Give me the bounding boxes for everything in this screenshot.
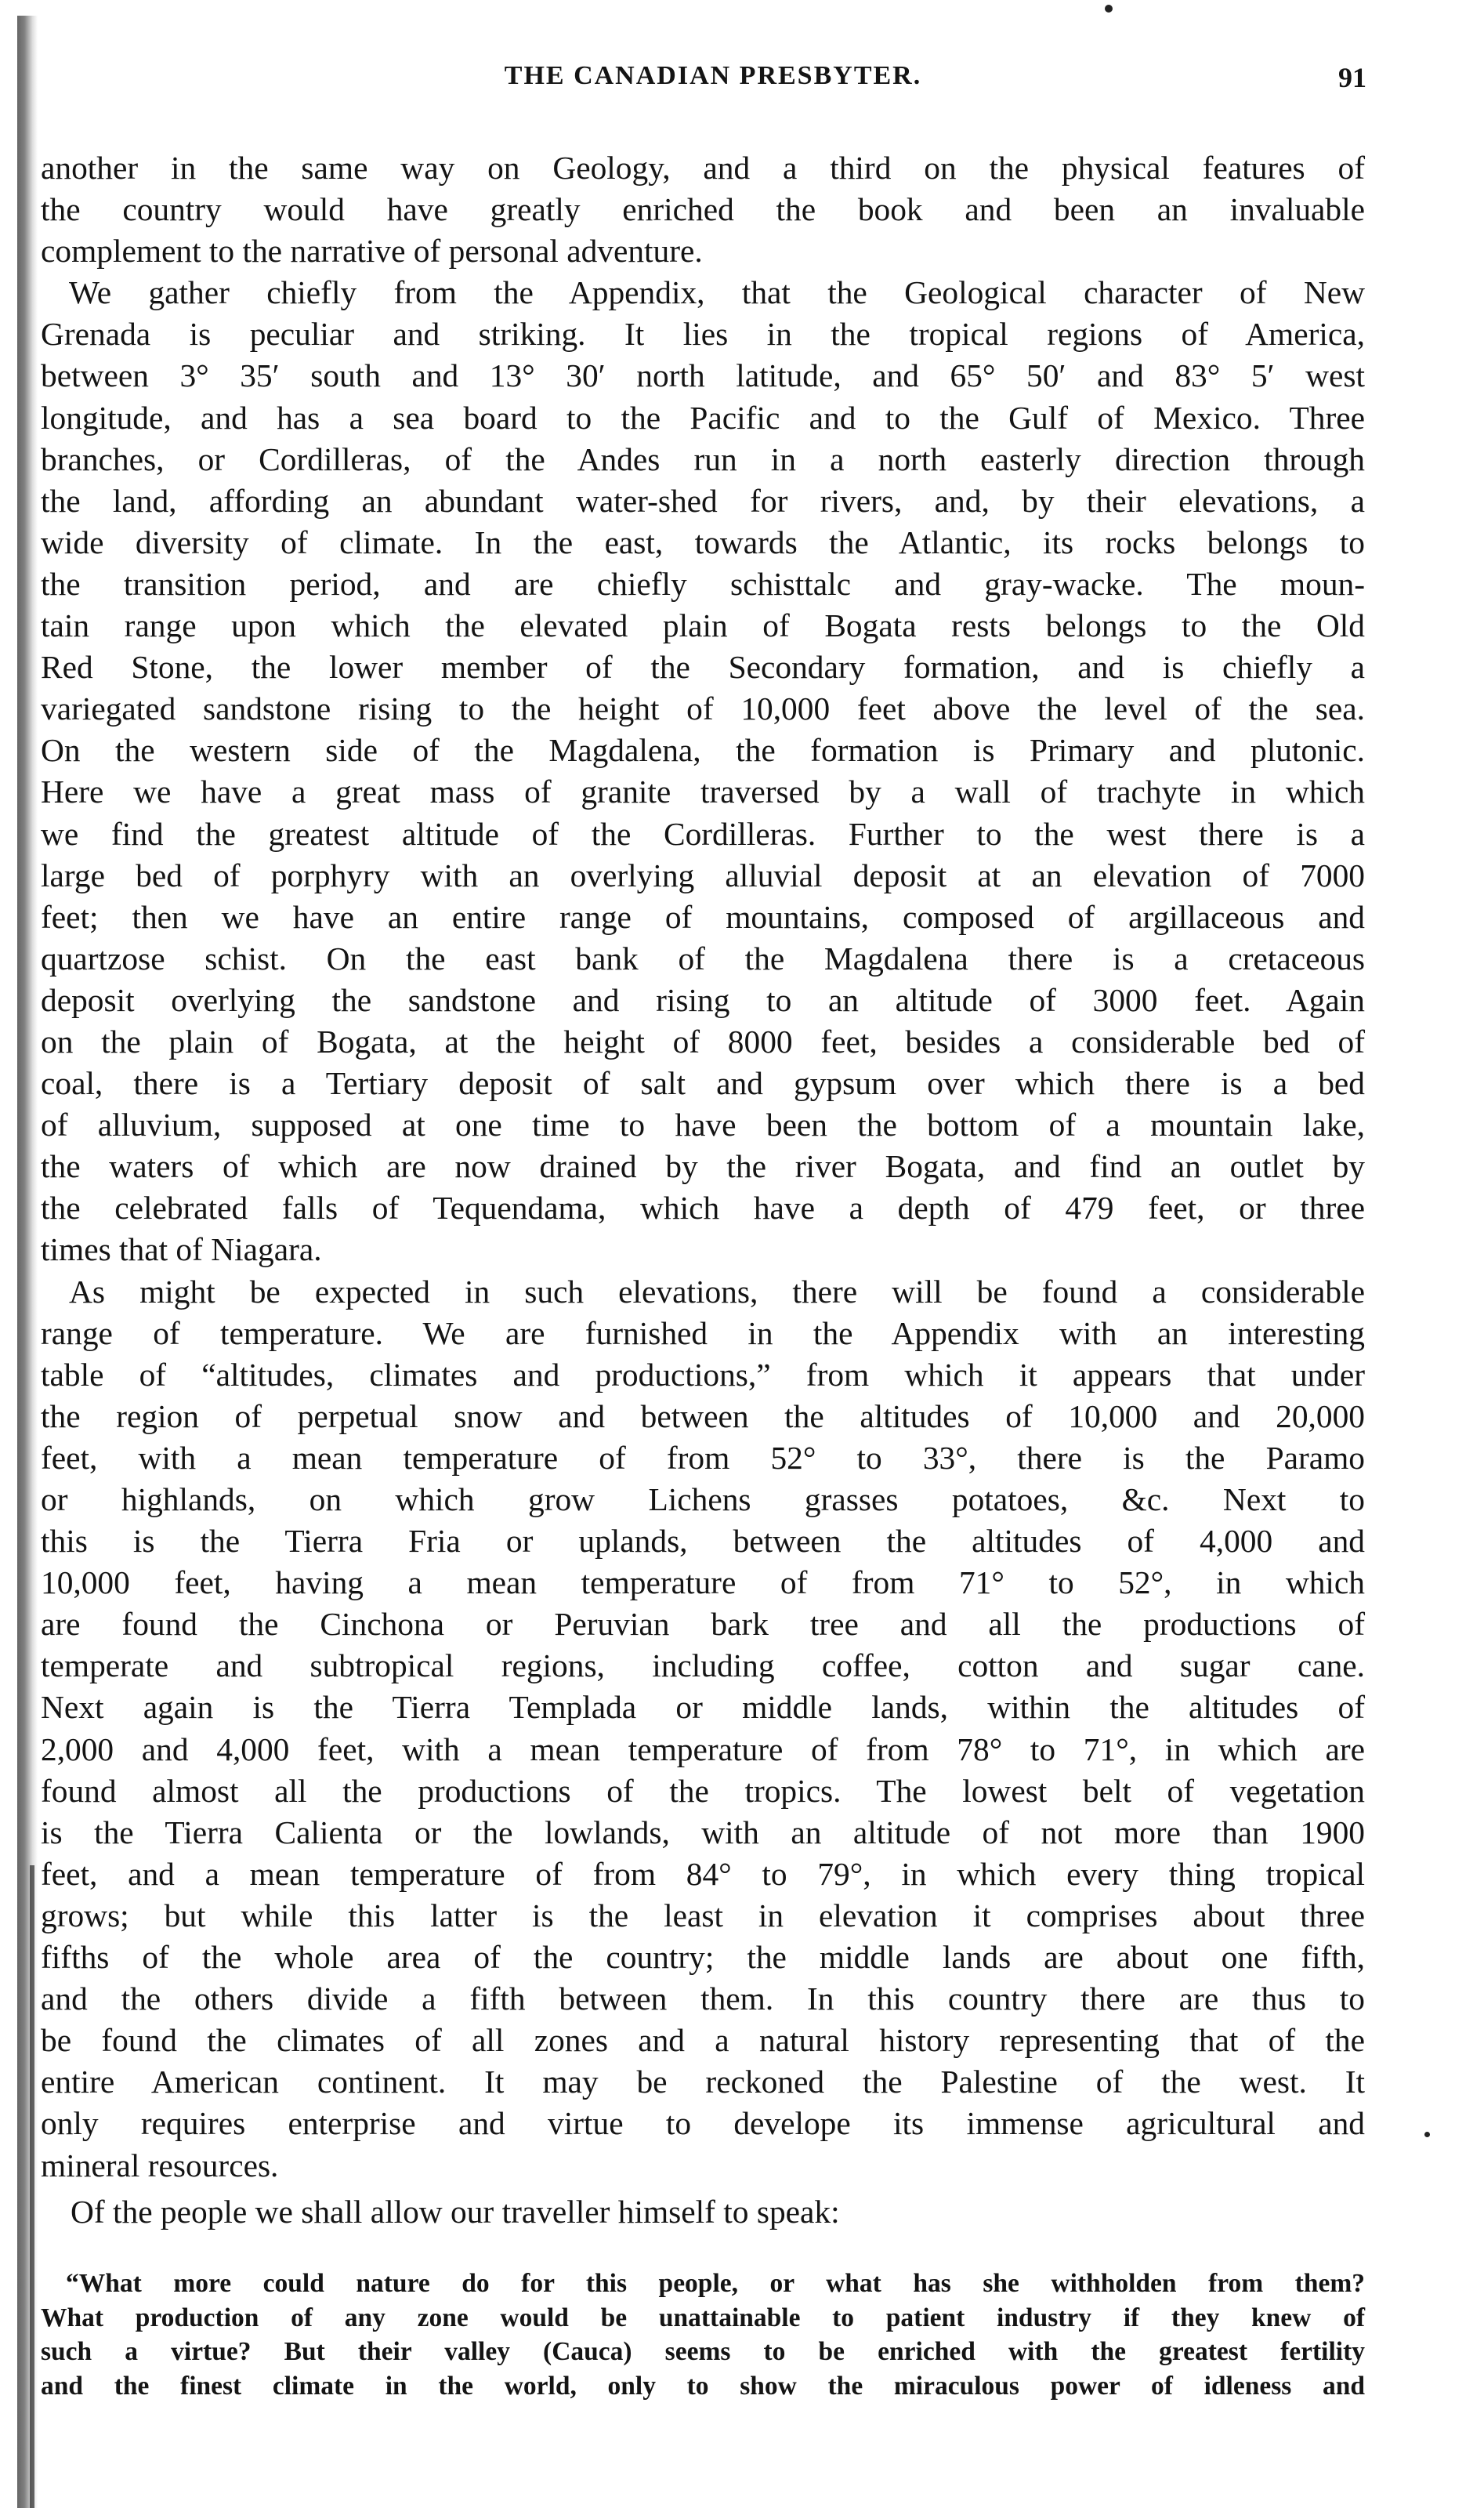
text-line: feet; then we have an entire range of mountains, composed of argillaceous and: [41, 898, 1365, 935]
quote-introduction: Of the people we shall allow our traveller himself to speak:: [71, 2194, 840, 2230]
text-line: mineral resources.: [41, 2147, 279, 2183]
text-line: Here we have a great mass of granite traversed by a wall of trachyte in which: [41, 774, 1365, 810]
text-line: the waters of which are now drained by the river Bogata, and find an outlet by: [41, 1148, 1365, 1185]
text-line: or highlands, on which grow Lichens grasses potatoes, &c. Next to: [41, 1481, 1365, 1517]
text-line: feet, with a mean temperature of from 52° to 33°, there is the Paramo: [41, 1439, 1365, 1476]
text-line: this is the Tierra Fria or uplands, between the altitudes of 4,000 and: [41, 1523, 1365, 1560]
text-line: branches, or Cordilleras, of the Andes run in a north easterly direction through: [41, 440, 1365, 477]
binding-shadow: [17, 16, 38, 2508]
text-line: Red Stone, the lower member of the Secondary formation, and is chiefly a: [41, 649, 1365, 686]
text-line: As might be expected in such elevations, there will be found a considerable: [69, 1273, 1365, 1310]
text-line: between 3° 35′ south and 13° 30′ north latitude, and 65° 50′ and 83° 5′ west: [41, 357, 1365, 394]
text-line: we find the greatest altitude of the Cordilleras. Further to the west there is a: [41, 815, 1365, 852]
text-line: deposit overlying the sandstone and rising to an altitude of 3000 feet. Again: [41, 981, 1365, 1018]
text-line: On the western side of the Magdalena, the formation is Primary and plutonic.: [41, 732, 1365, 769]
text-line: only requires enterprise and virtue to develope its immense agricultural and: [41, 2105, 1365, 2142]
block-quote: [41, 2267, 1365, 2403]
text-line: the region of perpetual snow and between the altitudes of 10,000 and 20,000: [41, 1397, 1365, 1434]
text-line: times that of Niagara.: [41, 1231, 322, 1268]
text-line: 2,000 and 4,000 feet, with a mean temperature of from 78° to 71°, in which are: [41, 1730, 1365, 1767]
text-line: feet, and a mean temperature of from 84° to 79°, in which every thing tropical: [41, 1855, 1365, 1892]
text-line: table of “altitudes, climates and productions,” from which it appears that under: [41, 1356, 1365, 1393]
paragraph: [41, 272, 1365, 1270]
text-line: found almost all the productions of the tropics. The lowest belt of vegetation: [41, 1772, 1365, 1809]
text-line: the land, affording an abundant water-shed for rivers, and, by their elevations, a: [41, 482, 1365, 519]
text-line: the celebrated falls of Tequendama, which have a depth of 479 feet, or three: [41, 1190, 1365, 1227]
text-line: temperate and subtropical regions, including coffee, cotton and sugar cane.: [41, 1647, 1365, 1684]
text-line: grows; but while this latter is the least in elevation it comprises about three: [41, 1897, 1365, 1933]
page-number: 91: [1338, 62, 1366, 93]
text-line: tain range upon which the elevated plain of Bogata rests belongs to the Old: [41, 607, 1365, 644]
ink-speck: [1105, 5, 1113, 13]
text-line: of alluvium, supposed at one time to have been the bottom of a mountain lake,: [41, 1107, 1365, 1143]
margin-dot: [1424, 2132, 1430, 2137]
text-line: and the others divide a fifth between them. In this country there are thus to: [41, 1980, 1365, 2017]
quote-line: What production of any zone would be unattainable to patient industry if they knew of: [41, 2303, 1365, 2332]
paragraph: [41, 1271, 1365, 2187]
text-line: coal, there is a Tertiary deposit of salt and gypsum over which there is a bed: [41, 1065, 1365, 1102]
text-line: is the Tierra Calienta or the lowlands, with an altitude of not more than 1900: [41, 1814, 1365, 1850]
text-line: are found the Cinchona or Peruvian bark tree and all the productions of: [41, 1606, 1365, 1643]
text-line: another in the same way on Geology, and a third on the physical features of: [41, 150, 1365, 186]
text-line: wide diversity of climate. In the east, towards the Atlantic, its rocks belongs to: [41, 524, 1365, 560]
text-line: Grenada is peculiar and striking. It lies in the tropical regions of America,: [41, 316, 1365, 353]
binding-shadow-dark: [30, 1865, 34, 2508]
paragraph: [41, 147, 1365, 272]
text-line: the country would have greatly enriched the book and been an invaluable: [41, 191, 1365, 228]
page-header: [0, 61, 1484, 108]
quote-line: such a virtue? But their valley (Cauca) seems to be enriched with the greatest fertility: [41, 2337, 1365, 2366]
text-line: Next again is the Tierra Templada or middle lands, within the altitudes of: [41, 1689, 1365, 1726]
text-line: quartzose schist. On the east bank of the Magdalena there is a cretaceous: [41, 940, 1365, 977]
running-title: THE CANADIAN PRESBYTER.: [504, 61, 922, 90]
text-line: 10,000 feet, having a mean temperature of from 71° to 52°, in which: [41, 1564, 1365, 1601]
text-line: on the plain of Bogata, at the height of 8000 feet, besides a considerable bed of: [41, 1023, 1365, 1060]
text-line: fifths of the whole area of the country; the middle lands are about one fifth,: [41, 1939, 1365, 1976]
text-line: variegated sandstone rising to the height of 10,000 feet above the level of the sea.: [41, 690, 1365, 727]
text-line: longitude, and has a sea board to the Pacific and to the Gulf of Mexico. Three: [41, 399, 1365, 436]
text-line: We gather chiefly from the Appendix, that the Geological character of New: [69, 274, 1365, 311]
quote-line: “What more could nature do for this people, or what has she withholden from them?: [66, 2269, 1365, 2298]
body-text: [41, 147, 1365, 2187]
text-line: entire American continent. It may be reckoned the Palestine of the west. It: [41, 2064, 1365, 2100]
quote-line: and the finest climate in the world, only to show the miraculous power of idleness and: [41, 2371, 1365, 2401]
text-line: range of temperature. We are furnished in the Appendix with an interesting: [41, 1314, 1365, 1351]
text-line: the transition period, and are chiefly schisttalc and gray-wacke. The moun-: [41, 565, 1365, 602]
text-line: complement to the narrative of personal adventure.: [41, 233, 703, 270]
text-line: large bed of porphyry with an overlying alluvial deposit at an elevation of 7000: [41, 857, 1365, 893]
text-line: be found the climates of all zones and a natural history representing that of the: [41, 2022, 1365, 2059]
